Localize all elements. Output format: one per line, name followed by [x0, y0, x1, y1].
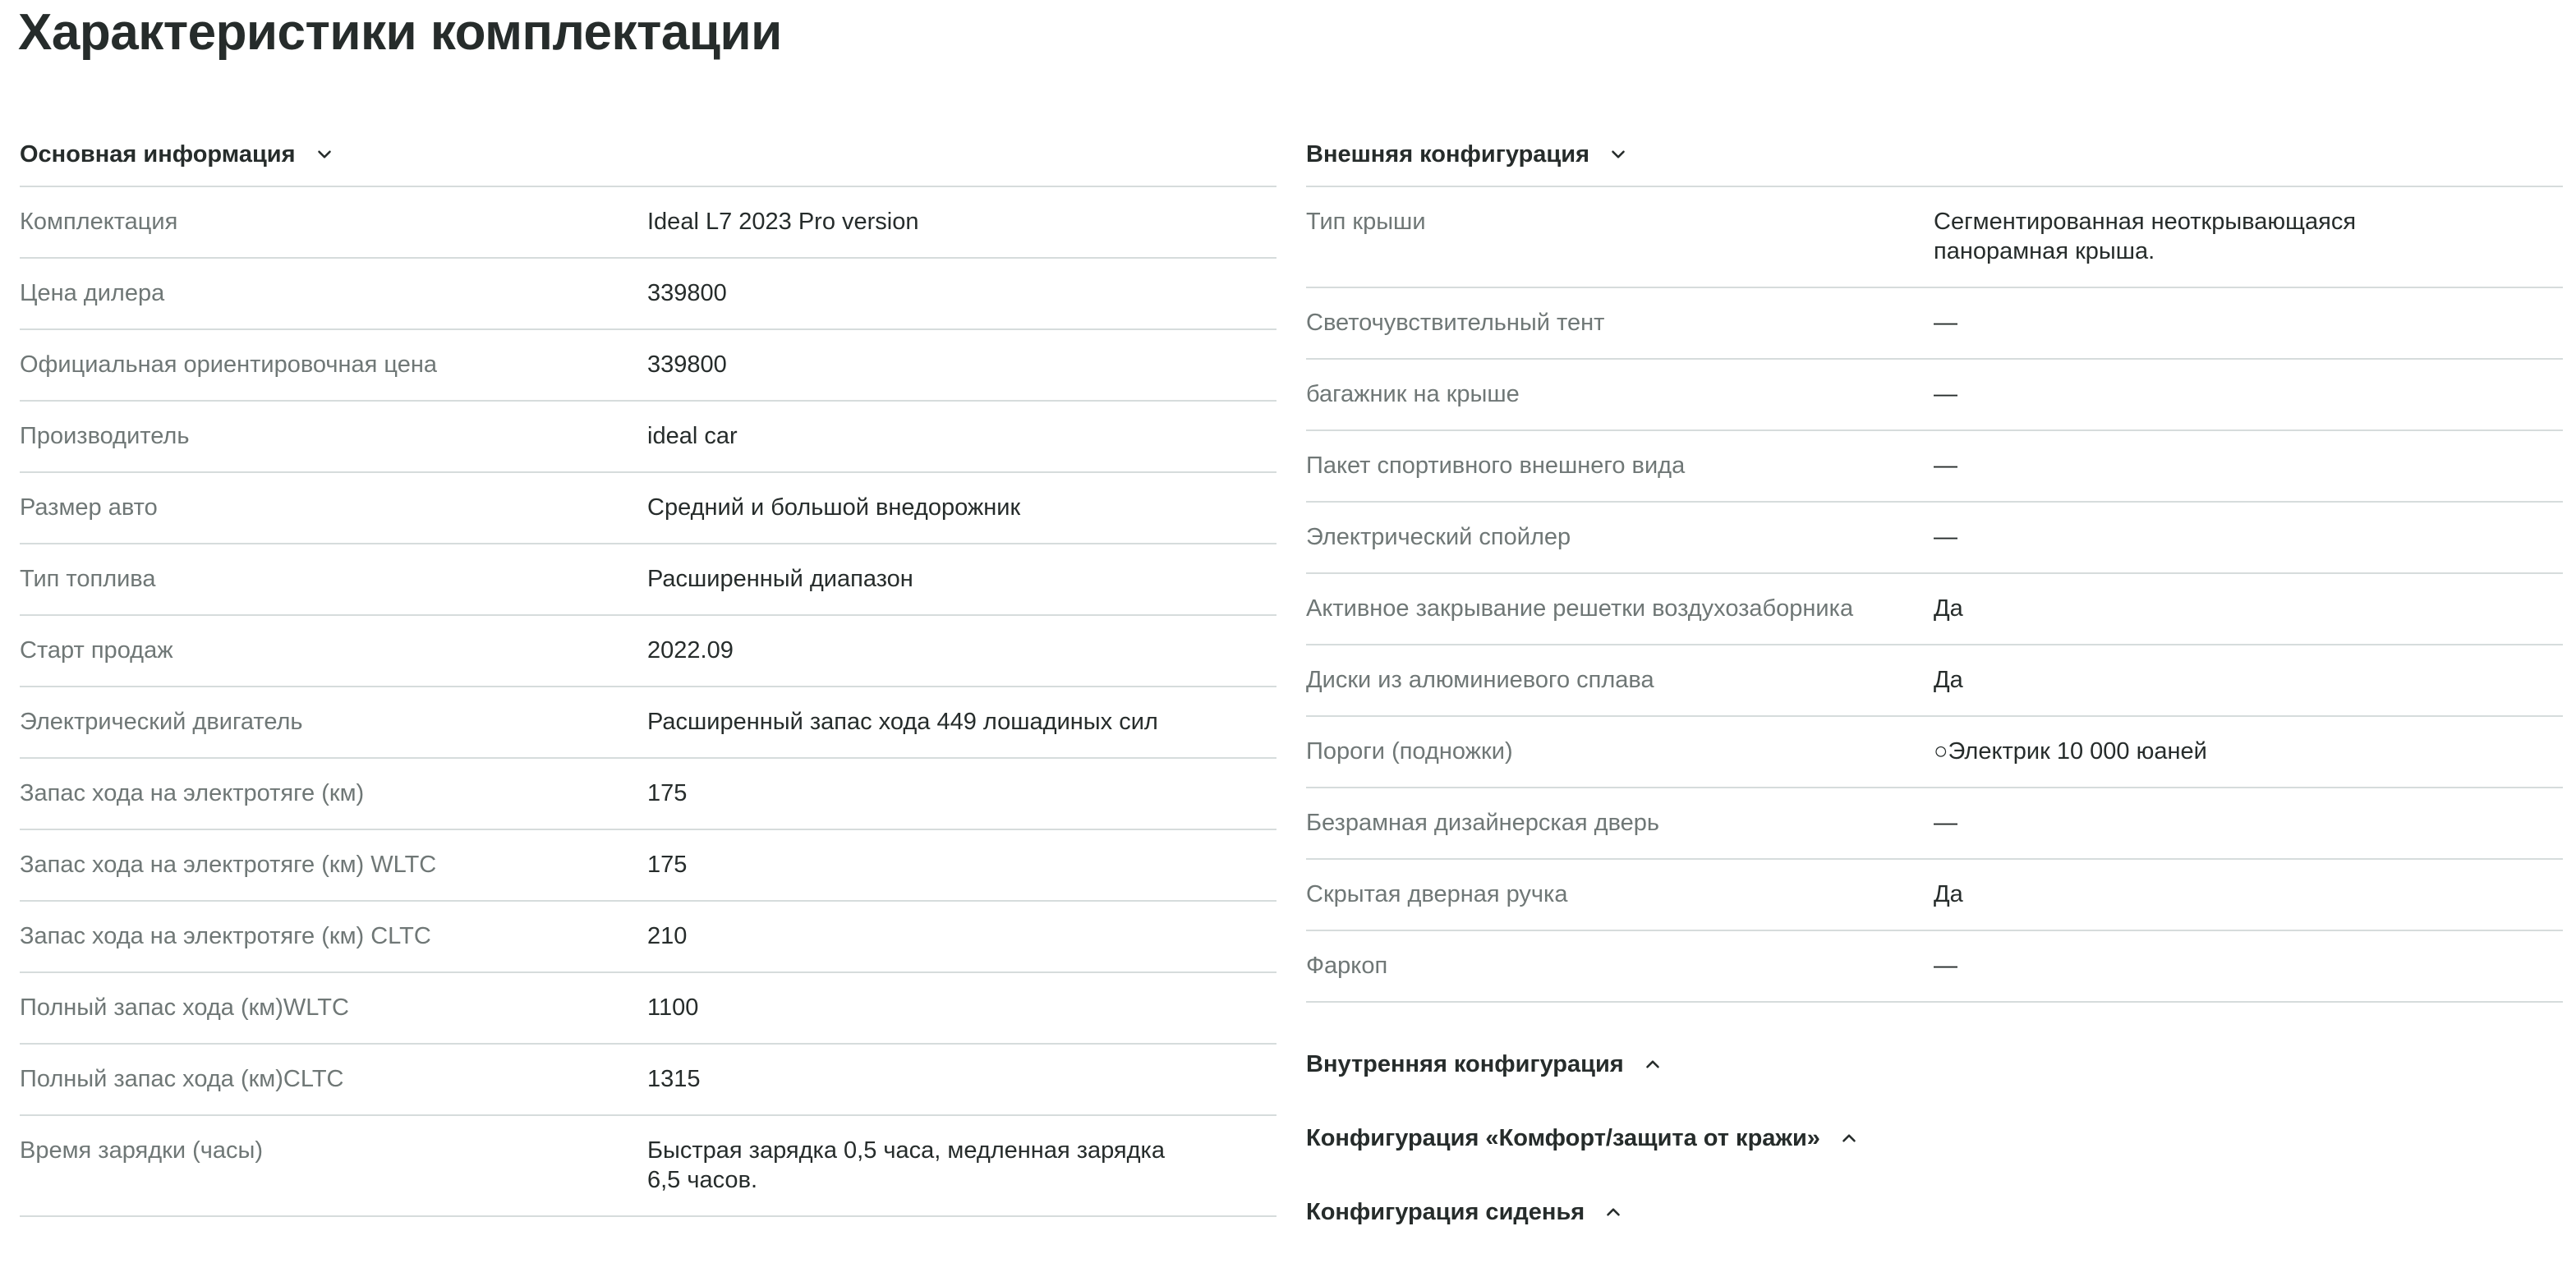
spec-label: Тип крыши	[1306, 209, 1426, 235]
spec-label: Тип топлива	[20, 566, 156, 592]
spec-value: 175	[647, 780, 688, 806]
spec-row	[20, 759, 1276, 830]
spec-label: Фаркоп	[1306, 953, 1388, 979]
exterior-config-header[interactable]	[1306, 123, 2563, 186]
spec-value: Расширенный диапазон	[647, 566, 913, 592]
spec-row	[20, 1045, 1276, 1116]
spec-label: Цена дилера	[20, 280, 165, 306]
spec-row	[20, 473, 1276, 544]
page-title: Характеристики комплектации	[18, 4, 782, 61]
collapsed-sections	[1306, 1027, 2563, 1249]
spec-label: Время зарядки (часы)	[20, 1137, 263, 1164]
spec-label: Электрический спойлер	[1306, 524, 1571, 550]
spec-value: Да	[1934, 667, 1963, 693]
spec-value: 339800	[647, 280, 727, 306]
spec-value: Быстрая зарядка 0,5 часа, медленная зарядка 6,5 часов.	[647, 1137, 1166, 1193]
spec-row	[1306, 788, 2563, 860]
spec-value: 1315	[647, 1066, 701, 1092]
exterior-config-table	[1306, 186, 2563, 1003]
spec-label: Светочувствительный тент	[1306, 310, 1605, 336]
spec-value: —	[1934, 381, 1957, 407]
spec-row	[20, 616, 1276, 687]
spec-label: Полный запас хода (км)CLTC	[20, 1066, 344, 1092]
spec-value: Ideal L7 2023 Pro version	[647, 209, 919, 235]
spec-value: 210	[647, 923, 688, 949]
spec-value: —	[1934, 310, 1957, 336]
basic-info-section	[20, 123, 1276, 1217]
spec-row	[1306, 717, 2563, 788]
interior-config-header[interactable]	[1306, 1027, 2563, 1101]
spec-value: —	[1934, 452, 1957, 479]
spec-row	[1306, 360, 2563, 431]
spec-label: Активное закрывание решетки воздухозаборника	[1306, 595, 1854, 622]
spec-row	[1306, 288, 2563, 360]
spec-row	[20, 687, 1276, 759]
spec-label: Производитель	[20, 423, 190, 449]
chevron-up-icon	[1603, 1201, 1624, 1223]
spec-label: Размер авто	[20, 494, 158, 521]
section-title: Внутренняя конфигурация	[1306, 1050, 1624, 1077]
spec-label: Комплектация	[20, 209, 178, 235]
spec-row	[20, 902, 1276, 973]
comfort-antitheft-config-header[interactable]	[1306, 1101, 2563, 1175]
chevron-down-icon	[1608, 144, 1629, 165]
section-title: Внешняя конфигурация	[1306, 140, 1589, 168]
spec-label: Старт продаж	[20, 637, 173, 664]
spec-row	[20, 544, 1276, 616]
spec-value: ○Электрик 10 000 юаней	[1934, 738, 2207, 765]
spec-value: Средний и большой внедорожник	[647, 494, 1021, 521]
spec-label: Запас хода на электротяге (км) CLTC	[20, 923, 431, 949]
spec-label: Диски из алюминиевого сплава	[1306, 667, 1654, 693]
spec-value: ideal car	[647, 423, 738, 449]
seat-config-header[interactable]	[1306, 1175, 2563, 1249]
spec-value: Да	[1934, 595, 1963, 622]
section-title: Основная информация	[20, 140, 296, 168]
spec-value: —	[1934, 810, 1957, 836]
spec-value: 339800	[647, 351, 727, 378]
spec-row	[1306, 431, 2563, 503]
spec-row	[1306, 187, 2563, 288]
spec-row	[1306, 503, 2563, 574]
chevron-up-icon	[1838, 1128, 1860, 1149]
spec-label: Запас хода на электротяге (км)	[20, 780, 365, 806]
chevron-up-icon	[1642, 1054, 1663, 1075]
spec-label: Скрытая дверная ручка	[1306, 881, 1568, 907]
spec-row	[1306, 931, 2563, 1003]
spec-value: —	[1934, 953, 1957, 979]
section-title: Конфигурация сиденья	[1306, 1198, 1585, 1225]
spec-value: Сегментированная неоткрывающаяся панорамная крыша.	[1934, 209, 2357, 264]
spec-row	[20, 973, 1276, 1045]
basic-info-table	[20, 186, 1276, 1217]
spec-row	[20, 402, 1276, 473]
spec-row	[20, 187, 1276, 259]
spec-row	[1306, 574, 2563, 645]
spec-value: 175	[647, 852, 688, 878]
spec-label: Электрический двигатель	[20, 709, 303, 735]
spec-label: Запас хода на электротяге (км) WLTC	[20, 852, 437, 878]
spec-row	[1306, 645, 2563, 717]
spec-label: Пороги (подножки)	[1306, 738, 1513, 765]
section-title: Конфигурация «Комфорт/защита от кражи»	[1306, 1124, 1820, 1151]
spec-row	[20, 830, 1276, 902]
spec-label: Безрамная дизайнерская дверь	[1306, 810, 1660, 836]
basic-info-header[interactable]	[20, 123, 1276, 186]
chevron-down-icon	[314, 144, 335, 165]
spec-label: Пакет спортивного внешнего вида	[1306, 452, 1686, 479]
spec-value: 2022.09	[647, 637, 734, 664]
exterior-config-section	[1306, 123, 2563, 1249]
spec-value: —	[1934, 524, 1957, 550]
spec-row	[1306, 860, 2563, 931]
spec-row	[20, 1116, 1276, 1217]
spec-label: багажник на крыше	[1306, 381, 1520, 407]
spec-value: Да	[1934, 881, 1963, 907]
spec-row	[20, 330, 1276, 402]
spec-value: Расширенный запас хода 449 лошадиных сил	[647, 709, 1158, 735]
spec-label: Полный запас хода (км)WLTC	[20, 994, 349, 1021]
spec-row	[20, 259, 1276, 330]
spec-value: 1100	[647, 994, 699, 1021]
spec-label: Официальная ориентировочная цена	[20, 351, 437, 378]
